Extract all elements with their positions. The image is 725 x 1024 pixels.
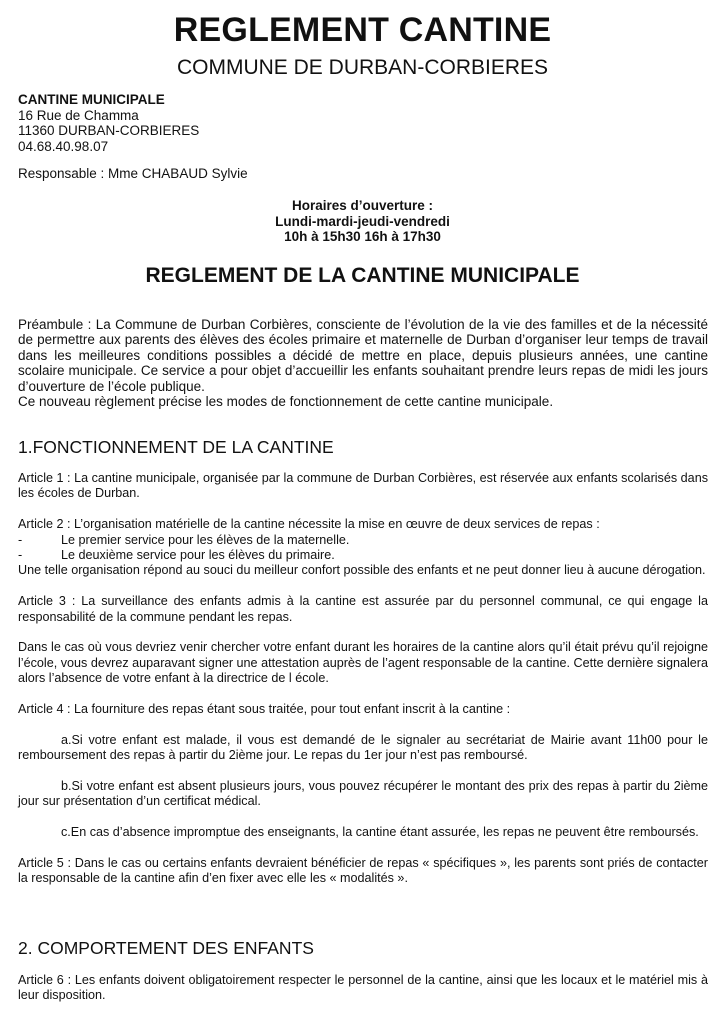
responsable-line: Responsable : Mme CHABAUD Sylvie [18,166,248,181]
address-phone: 04.68.40.98.07 [18,138,109,154]
document-subtitle: COMMUNE DE DURBAN-CORBIERES [176,56,549,79]
hours-days: Lundi-mardi-jeudi-vendredi [275,213,450,229]
article-4-a: a.Si votre enfant est malade, il vous est demandé de le signaler au secrétariat de Mairie avant 11h00 pour le remboursement des repas à partir du 2ième jour. Le repas du 1er jour n’est pas remboursé. [18,732,708,763]
address-street: 16 Rue de Chamma [18,107,139,123]
article-4: Article 4 : La fourniture des repas étant sous traitée, pour tout enfant inscrit à la cantine : [18,702,511,717]
section2-heading: 2. COMPORTEMENT DES ENFANTS [18,938,314,958]
section1-body [18,471,708,887]
article-2-bullet-2: Le deuxième service pour les élèves du primaire. [61,548,335,563]
article-2-bullet-1: Le premier service pour les élèves de la maternelle. [61,532,350,547]
article-2-note: Une telle organisation répond au souci du meilleur confort possible des enfants et ne peut donner lieu à aucune dérogation. [18,563,706,578]
opening-hours [0,198,725,245]
address-city: 11360 DURBAN-CORBIERES [18,123,200,138]
hours-times: 10h à 15h30 16h à 17h30 [284,229,441,244]
preamble [18,317,708,409]
list-item: - Le deuxième service pour les élèves du primaire. [18,548,335,563]
address-block [18,92,199,154]
document-title: REGLEMENT CANTINE [173,11,552,49]
preamble-note: Ce nouveau règlement précise les modes de fonctionnement de cette cantine municipale. [18,394,554,410]
preamble-paragraph: Préambule : La Commune de Durban Corbières, consciente de l’évolution de la vie des familles et de la nécessité de permettre aux parents des élèves des écoles primaire et maternelle de Durban d’organiser leur temps de travail dans les meilleures conditions possibles a décidé de mettre en place, depuis plusieurs années, une cantine scolaire municipale. Ce service a pour objet d’accueillir les enfants souhaitant prendre leurs repas de midi les jours d’ouverture de l’école publique. [18,317,708,394]
article-2: Article 2 : L’organisation matérielle de la cantine nécessite la mise en œuvre de deux services de repas : [18,517,600,532]
list-item: - Le premier service pour les élèves de la maternelle. [18,532,350,547]
section1-heading: 1.FONCTIONNEMENT DE LA CANTINE [18,437,334,457]
article-6: Article 6 : Les enfants doivent obligatoirement respecter le personnel de la cantine, ainsi que les locaux et le matériel mis à leur disposition. [18,973,708,1003]
article-3-note: Dans le cas où vous devriez venir chercher votre enfant durant les horaires de la cantine alors qu’il était prévu qu’il rejoigne l’école, vous devrez auparavant signer une attestation auprès de l’agent responsable de la cantine. Cette dernière signalera alors l’absence de votre enfant à la directrice de l école. [18,640,708,686]
section-title: REGLEMENT DE LA CANTINE MUNICIPALE [145,264,580,287]
article-5: Article 5 : Dans le cas ou certains enfants devraient bénéficier de repas « spécifiques », les parents sont priés de contacter la responsable de la cantine afin d’en fixer avec elle les « modalités ». [18,856,708,886]
article-3: Article 3 : La surveillance des enfants admis à la cantine est assurée par du personnel communal, ce qui engage la responsabilité de la commune pendant les repas. [18,594,708,624]
address-name: CANTINE MUNICIPALE [18,92,165,107]
section2-body [18,973,708,1004]
article-4-c: c.En cas d’absence impromptue des enseignants, la cantine étant assurée, les repas ne peuvent être remboursés. [61,825,699,840]
article-1: Article 1 : La cantine municipale, organisée par la commune de Durban Corbières, est réservée aux enfants scolarisés dans les écoles de Durban. [18,471,708,501]
article-4-b: b.Si votre enfant est absent plusieurs jours, vous pouvez récupérer le montant des prix des repas à partir du 2ième jour sur présentation d’un certificat médical. [18,779,708,809]
hours-label: Horaires d’ouverture : [291,198,434,213]
